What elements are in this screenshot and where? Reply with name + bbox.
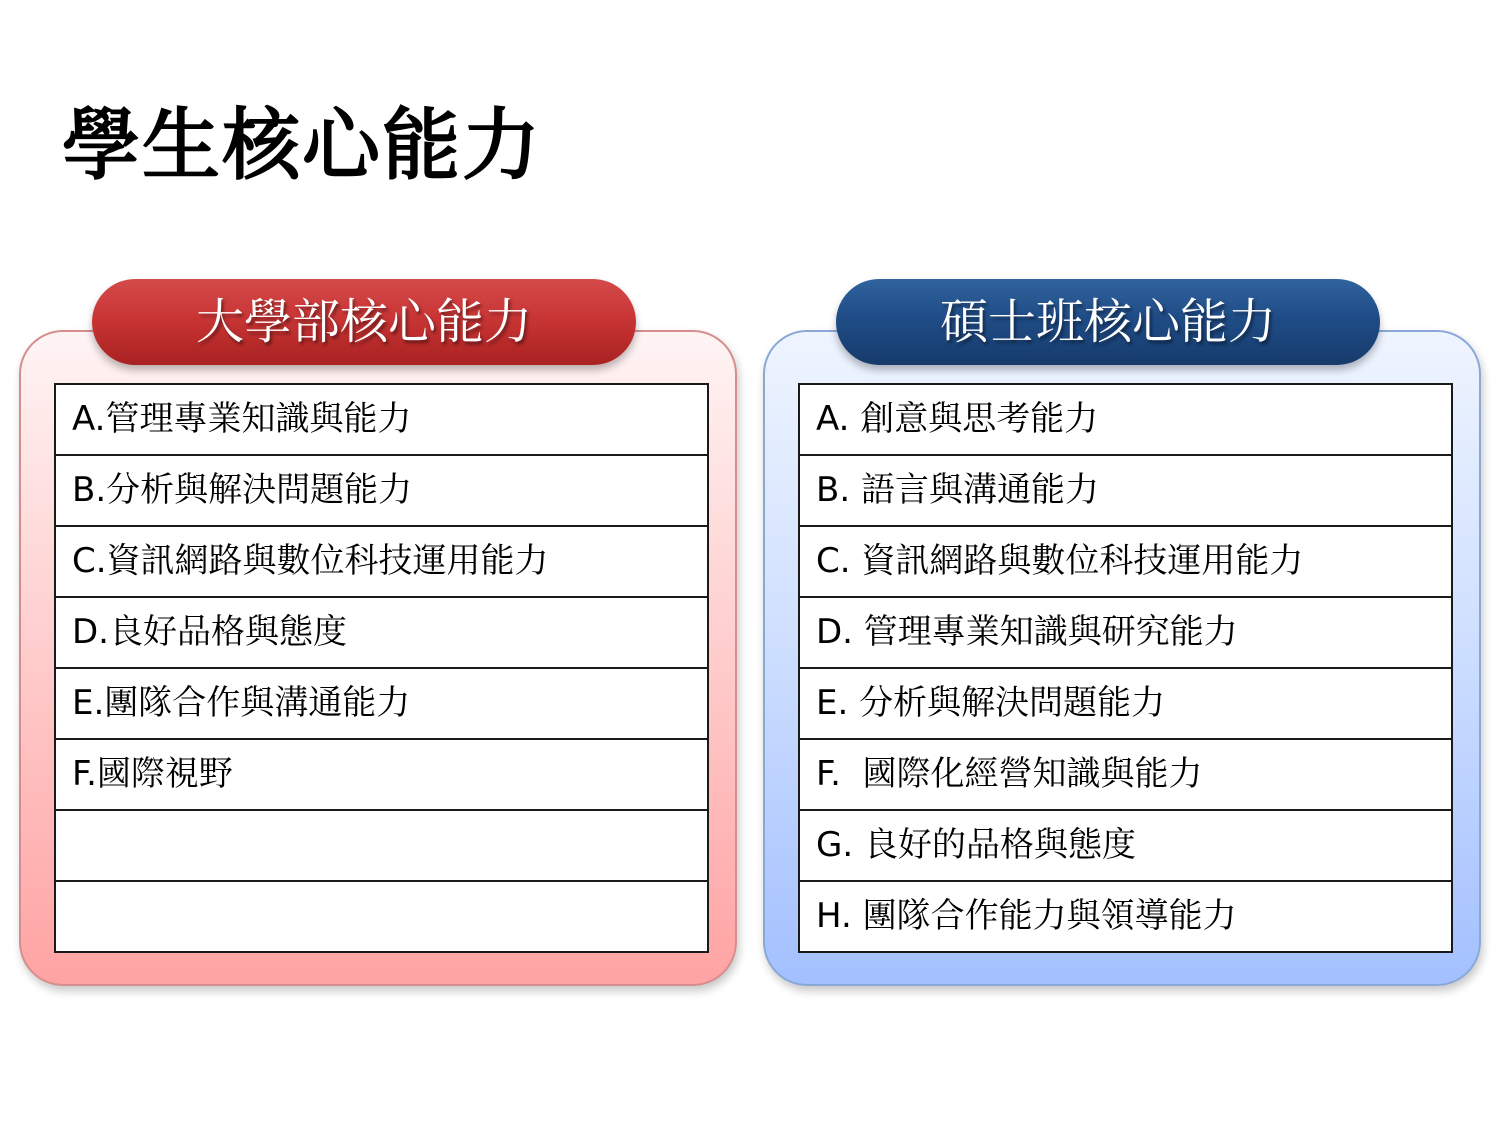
page-title: 學生核心能力 (62, 100, 543, 191)
undergrad-competency-row: E.團隊合作與溝通能力 (56, 669, 707, 740)
master-competency-row: A. 創意與思考能力 (800, 385, 1451, 456)
master-competency-row: E. 分析與解決問題能力 (800, 669, 1451, 740)
undergrad-competency-row: D.良好品格與態度 (56, 598, 707, 669)
undergrad-competency-row: A.管理專業知識與能力 (56, 385, 707, 456)
undergrad-competency-row-empty (56, 811, 707, 882)
master-competency-row: B. 語言與溝通能力 (800, 456, 1451, 527)
master-competency-row: F. 國際化經營知識與能力 (800, 740, 1451, 811)
master-competency-row: H. 團隊合作能力與領導能力 (816, 896, 1237, 936)
undergrad-competency-row: C.資訊網路與數位科技運用能力 (56, 527, 707, 598)
master-competency-table (798, 383, 1453, 953)
undergrad-competency-row: B.分析與解決問題能力 (56, 456, 707, 527)
master-heading: 碩士班核心能力 (836, 279, 1380, 365)
master-competency-row: G. 良好的品格與態度 (800, 811, 1451, 882)
undergrad-competency-row-empty (56, 882, 707, 953)
master-competency-row: D. 管理專業知識與研究能力 (800, 598, 1451, 669)
undergrad-competency-table (54, 383, 709, 953)
master-competency-row: C. 資訊網路與數位科技運用能力 (800, 527, 1451, 598)
undergrad-heading: 大學部核心能力 (92, 279, 636, 365)
undergrad-competency-row: F.國際視野 (56, 740, 707, 811)
